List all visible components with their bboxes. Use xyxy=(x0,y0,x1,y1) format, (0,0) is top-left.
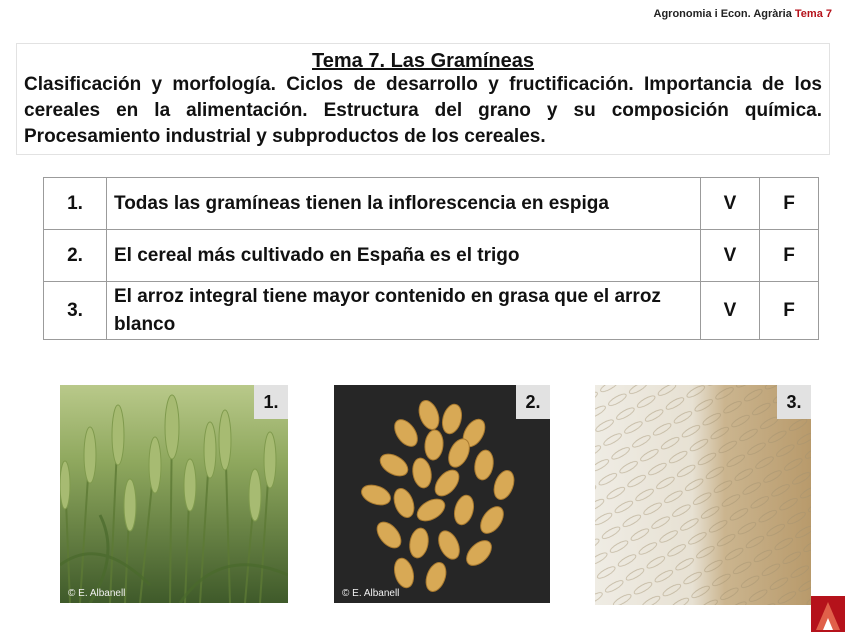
course-topic: Tema 7 xyxy=(794,8,832,20)
true-option[interactable]: V xyxy=(701,282,760,340)
question-number: 3. xyxy=(44,282,107,340)
photo-credit: © E. Albanell xyxy=(68,588,126,599)
photo-credit: © E. Albanell xyxy=(342,588,400,599)
university-logo-icon xyxy=(811,596,845,632)
quiz-row xyxy=(44,230,819,282)
topic-description: Clasificación y morfología. Ciclos de desarrollo y fructificación. Importancia de los cereales en la alimentación. Estructura del grano y su composición química. Procesamiento industrial y subproductos de los cereales. xyxy=(24,74,822,147)
question-text: Todas las gramíneas tienen la inflorescencia en espiga xyxy=(107,178,701,230)
page-title: Tema 7. Las Gramíneas xyxy=(312,50,534,72)
rice-photo xyxy=(595,385,811,605)
question-text: El arroz integral tiene mayor contenido en grasa que el arroz blanco xyxy=(107,282,701,340)
photo-number-badge: 2. xyxy=(516,385,550,419)
wheat-field-photo xyxy=(60,385,288,603)
true-option[interactable]: V xyxy=(701,230,760,282)
false-option[interactable]: F xyxy=(760,178,819,230)
photo-number-badge: 1. xyxy=(254,385,288,419)
false-option[interactable]: F xyxy=(760,282,819,340)
quiz-table xyxy=(43,177,819,340)
course-header xyxy=(654,8,833,20)
wheat-grains-photo xyxy=(334,385,550,603)
true-option[interactable]: V xyxy=(701,178,760,230)
question-number: 1. xyxy=(44,178,107,230)
quiz-row xyxy=(44,178,819,230)
question-number: 2. xyxy=(44,230,107,282)
photo-number-badge: 3. xyxy=(777,385,811,419)
topic-header-box xyxy=(16,43,830,155)
course-prefix: Agronomia i Econ. Agrària xyxy=(653,8,795,20)
quiz-row xyxy=(44,282,819,340)
false-option[interactable]: F xyxy=(760,230,819,282)
question-text: El cereal más cultivado en España es el trigo xyxy=(107,230,701,282)
